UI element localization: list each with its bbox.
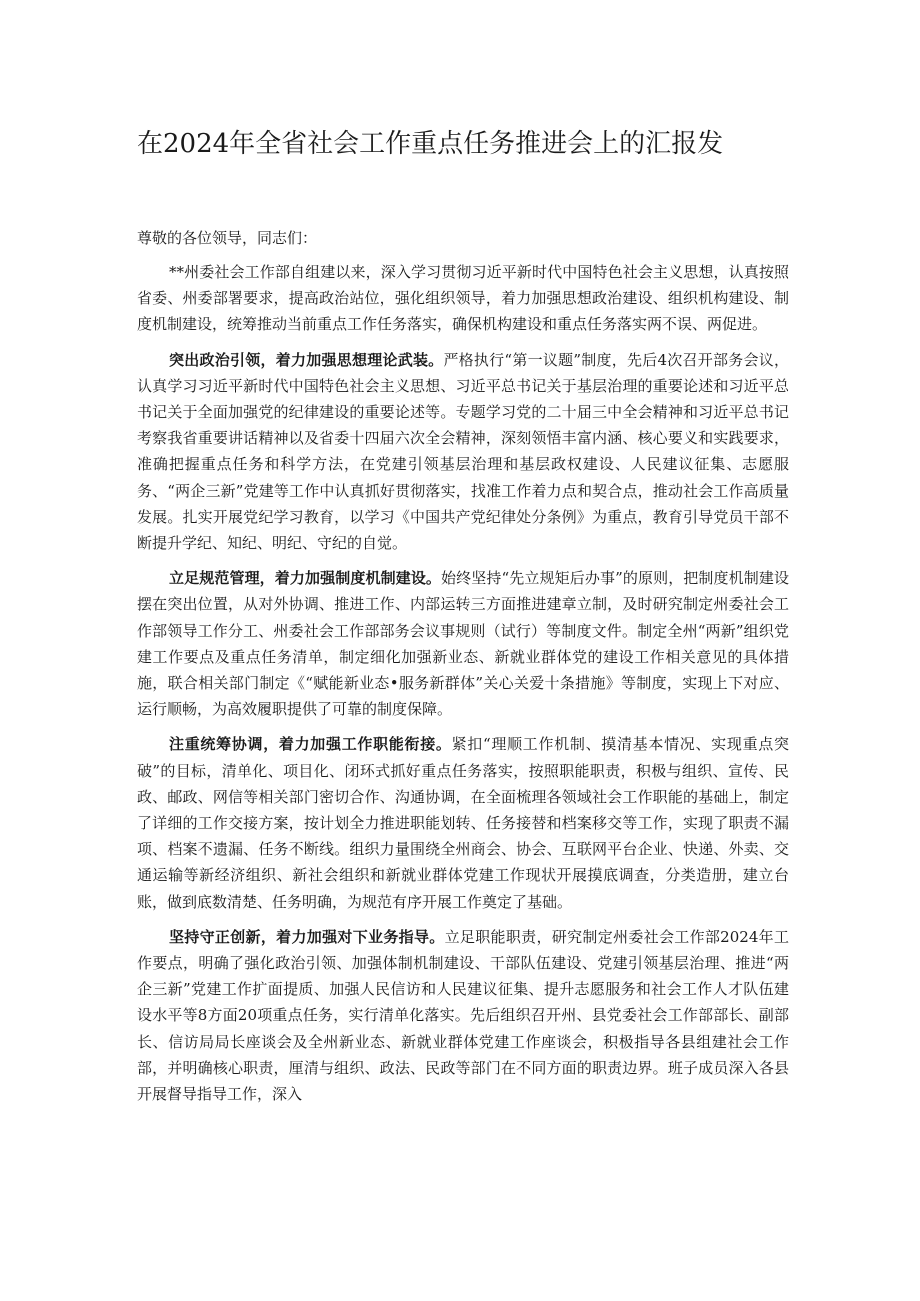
- paragraph-standard-management: [137, 565, 789, 722]
- paragraph-intro: [137, 259, 789, 338]
- paragraph-lead: 立足规范管理，着力加强制度机制建设。: [169, 569, 442, 588]
- paragraph-innovation: [137, 924, 789, 1107]
- paragraph-text: 立足职能职责，研究制定州委社会工作部2024年工作要点，明确了强化政治引领、加强体制机制建设、干部队伍建设、党建引领基层治理、推进“两企三新”党建工作扩面提质、加强人民信访和人民建议征集、提升志愿服务和社会工作人才队伍建设水平等8方面20项重点任务，实行清单化落实。先后组织召开州、县党委社会工作部部长、副部长、信访局局长座谈会及全州新业态、新就业群体党建工作座谈会，积极指导各县组建社会工作部，并明确核心职责，厘清与组织、政法、民政等部门在不同方面的职责边界。班子成员深入各县开展督导指导工作，深入: [137, 927, 789, 1104]
- paragraph-lead: 突出政治引领，着力加强思想理论武装。: [169, 350, 444, 369]
- paragraph-text: 始终坚持“先立规矩后办事”的原则，把制度机制建设摆在突出位置，从对外协调、推进工作、内部运转三方面推进建章立制，及时研究制定州委社会工作部领导工作分工、州委社会工作部部务会议事规则（试行）等制度文件。制定全州“两新”组织党建工作要点及重点任务清单，制定细化加强新业态、新就业群体党的建设工作相关意见的具体措施，联合相关部门制定《“赋能新业态•服务新群体”关心关爱十条措施》等制度，实现上下对应、运行顺畅，为高效履职提供了可靠的制度保障。: [137, 569, 789, 719]
- paragraph-text: **州委社会工作部自组建以来，深入学习贯彻习近平新时代中国特色社会主义思想，认真按照省委、州委部署要求，提高政治站位，强化组织领导，着力加强思想政治建设、组织机构建设、制度机制建设，统筹推动当前重点工作任务落实，确保机构建设和重点任务落实两不误、两促进。: [137, 263, 789, 334]
- paragraph-coordination: [137, 731, 789, 914]
- document-title: 在2024年全省社会工作重点任务推进会上的汇报发: [137, 129, 724, 159]
- paragraph-lead: 坚持守正创新，着力加强对下业务指导。: [169, 927, 445, 946]
- paragraph-lead: 注重统筹协调，着力加强工作职能衔接。: [169, 735, 452, 754]
- salutation: 尊敬的各位领导，同志们：: [137, 229, 318, 247]
- document-body: [137, 225, 789, 1116]
- paragraph-political-guidance: [137, 347, 789, 557]
- paragraph-text: 严格执行“第一议题”制度，先后4次召开部务会议，认真学习习近平新时代中国特色社会主义思想、习近平总书记关于基层治理的重要论述和习近平总书记关于全面加强党的纪律建设的重要论述等。专题学习党的二十届三中全会精神和习近平总书记考察我省重要讲话精神以及省委十四届六次全会精神，深刻领悟丰富内涵、核心要义和实践要求，准确把握重点任务和科学方法，在党建引领基层治理和基层政权建设、人民建议征集、志愿服务、“两企三新”党建等工作中认真抓好贯彻落实，找准工作着力点和契合点，推动社会工作高质量发展。扎实开展党纪学习教育，以学习《中国共产党纪律处分条例》为重点，教育引导党员干部不断提升学纪、知纪、明纪、守纪的自觉。: [137, 350, 789, 553]
- paragraph-text: 紧扣“理顺工作机制、摸清基本情况、实现重点突破”的目标，清单化、项目化、闭环式抓好重点任务落实，按照职能职责，积极与组织、宣传、民政、邮政、网信等相关部门密切合作、沟通协调，在全面梳理各领域社会工作职能的基础上，制定了详细的工作交接方案，按计划全力推进职能划转、任务接替和档案移交等工作，实现了职责不漏项、档案不遗漏、任务不断线。组织力量围绕全州商会、协会、互联网平台企业、快递、外卖、交通运输等新经济组织、新社会组织和新就业群体党建工作现状开展摸底调查，分类造册，建立台账，做到底数清楚、任务明确，为规范有序开展工作奠定了基础。: [137, 735, 789, 911]
